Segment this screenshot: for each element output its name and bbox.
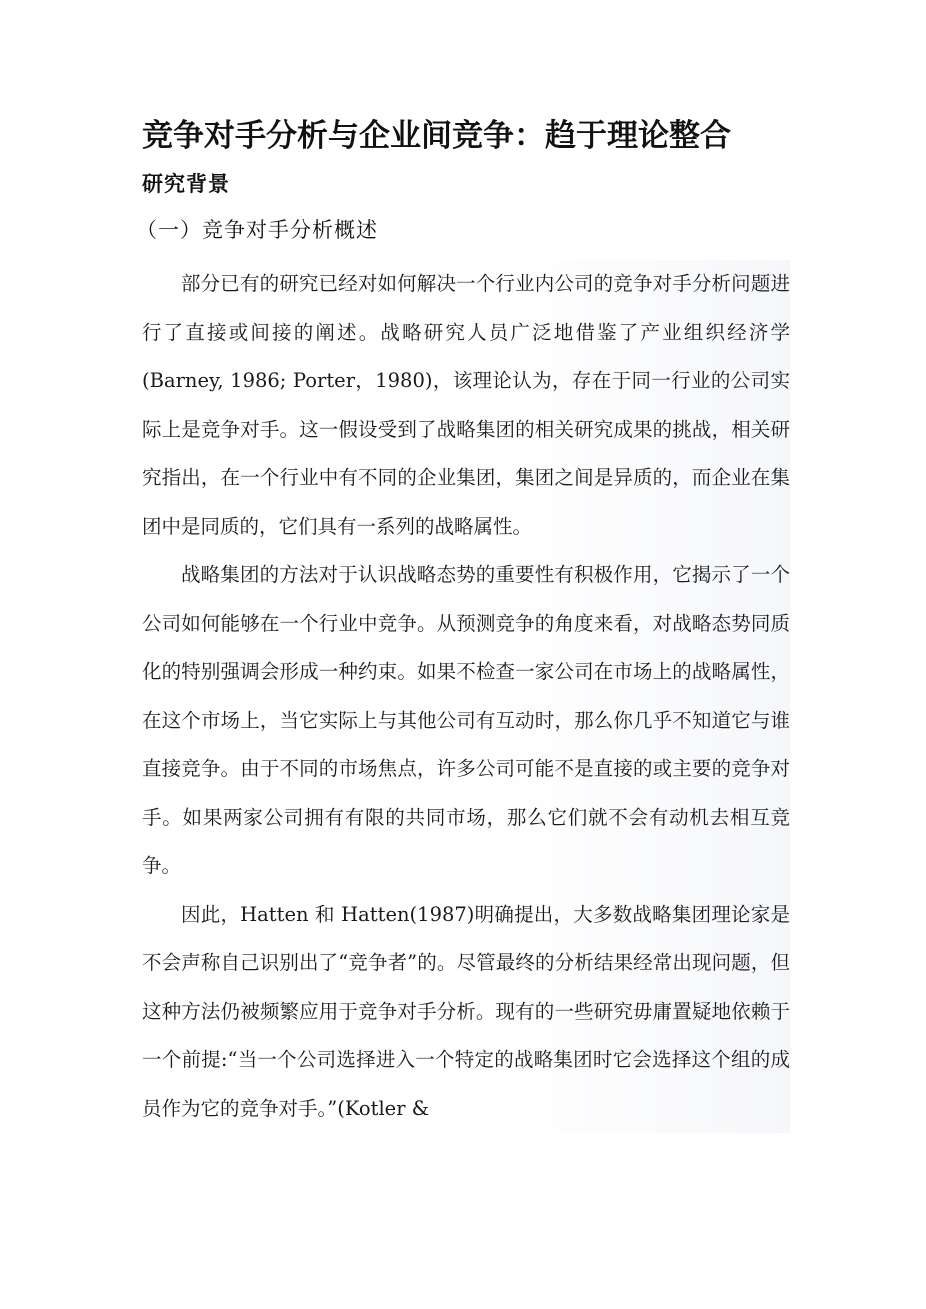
document-body <box>136 112 790 1133</box>
document-title: 竞争对手分析与企业间竞争：趋于理论整合 <box>142 118 731 154</box>
subsection-heading: （一）竞争对手分析概述 <box>136 218 378 242</box>
paragraph-3: 因此，Hatten 和 Hatten(1987)明确提出，大多数战略集团理论家是不会声称自己识别出了“竞争者”的。尽管最终的分析结果经常出现问题，但这种方法仍被频繁应用于竞争对手分析。现有的一些研究毋庸置疑地依赖于一个前提:“当一个公司选择进入一个特定的战略集团时它会选择这个组的成员作为它的竞争对手。”(Kotler & <box>142 891 790 1134</box>
paragraph-1: 部分已有的研究已经对如何解决一个行业内公司的竞争对手分析问题进行了直接或间接的阐述。战略研究人员广泛地借鉴了产业组织经济学(Barney, 1986; Porter，1980)，该理论认为，存在于同一行业的公司实际上是竞争对手。这一假设受到了战略集团的相关研究成果的挑战，相关研究指出，在一个行业中有不同的企业集团，集团之间是异质的，而企业在集团中是同质的，它们具有一系列的战略属性。 <box>142 260 790 551</box>
paragraph-2: 战略集团的方法对于认识战略态势的重要性有积极作用，它揭示了一个公司如何能够在一个行业中竞争。从预测竞争的角度来看，对战略态势同质化的特别强调会形成一种约束。如果不检查一家公司在市场上的战略属性，在这个市场上，当它实际上与其他公司有互动时，那么你几乎不知道它与谁直接竞争。由于不同的市场焦点，许多公司可能不是直接的或主要的竞争对手。如果两家公司拥有有限的共同市场，那么它们就不会有动机去相互竞争。 <box>142 551 790 891</box>
section-heading: 研究背景 <box>142 171 230 196</box>
